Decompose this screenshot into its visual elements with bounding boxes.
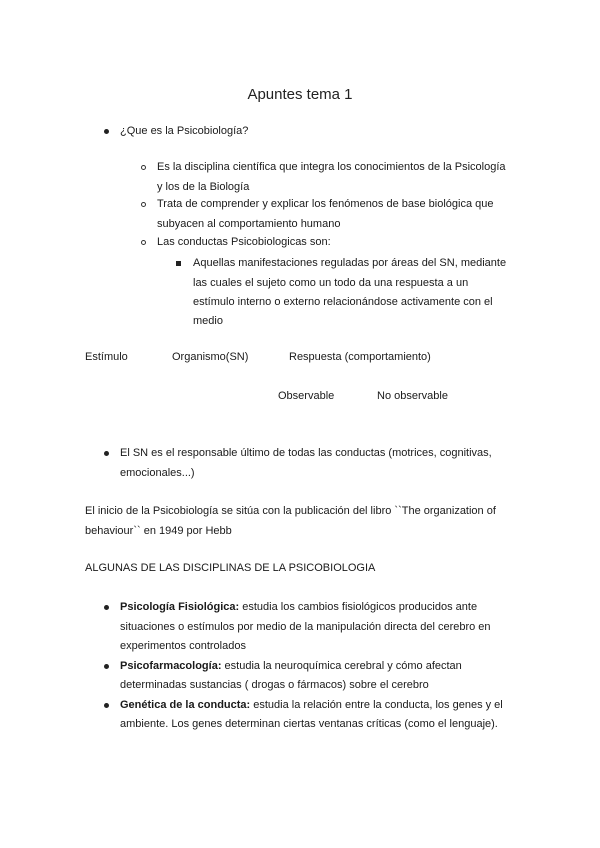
- disciplines-heading: ALGUNAS DE LAS DISCIPLINAS DE LA PSICOBIOLOGIA: [85, 562, 376, 574]
- discipline-1-line2: situaciones o estímulos por medio de la manipulación directa del cerebro en: [120, 621, 491, 633]
- observable-label: Observable: [278, 390, 335, 402]
- bullet-icon: [104, 605, 109, 610]
- bullet-icon: [104, 129, 109, 134]
- square-bullet-icon: [176, 261, 181, 266]
- subsub-line1: Aquellas manifestaciones reguladas por áreas del SN, mediante: [193, 257, 507, 269]
- sub-item-1-line2: y los de la Biología: [157, 181, 250, 193]
- discipline-2-line1: [120, 656, 462, 677]
- sub-item-1-line1: Es la disciplina científica que integra los conocimientos de la Psicología: [157, 161, 506, 173]
- bullet-icon: [104, 451, 109, 456]
- bullet-icon: [104, 664, 109, 669]
- sub-item-2-line2: subyacen al comportamiento humano: [157, 218, 341, 230]
- discipline-1-line1: [120, 597, 477, 618]
- discipline-1-term: Psicología Fisiológica:: [120, 601, 240, 613]
- discipline-3-line1: [120, 695, 503, 716]
- hollow-bullet-icon: [141, 202, 146, 207]
- subsub-line2: las cuales el sujeto como un todo da una respuesta a un: [193, 277, 469, 289]
- discipline-2-line2: determinadas sustancias ( drogas o fármacos) sobre el cerebro: [120, 679, 429, 691]
- stimulus-label: Estímulo: [85, 351, 128, 363]
- discipline-1-line3: experimentos controlados: [120, 640, 246, 652]
- subsub-line3: estímulo interno o externo relacionándose activamente con el: [193, 296, 493, 308]
- organism-label: Organismo(SN): [172, 351, 249, 363]
- discipline-2-term: Psicofarmacología:: [120, 660, 222, 672]
- discipline-2-desc: estudia la neuroquímica cerebral y cómo afectan: [221, 660, 462, 672]
- hollow-bullet-icon: [141, 240, 146, 245]
- sn-line1: El SN es el responsable último de todas las conductas (motrices, cognitivas,: [120, 447, 492, 459]
- sn-line2: emocionales...): [120, 467, 195, 479]
- subsub-line4: medio: [193, 315, 223, 327]
- response-label: Respuesta (comportamiento): [289, 351, 431, 363]
- question-text: ¿Que es la Psicobiología?: [120, 125, 249, 137]
- sub-item-2-line1: Trata de comprender y explicar los fenómenos de base biológica que: [157, 198, 494, 210]
- discipline-1-desc: estudia los cambios fisiológicos producidos ante: [239, 601, 478, 613]
- inicio-line1: El inicio de la Psicobiología se sitúa con la publicación del libro ``The organization of: [85, 505, 496, 517]
- inicio-line2: behaviour`` en 1949 por Hebb: [85, 525, 232, 537]
- discipline-3-line2: ambiente. Los genes determinan ciertas ventanas críticas (como el lenguaje).: [120, 718, 498, 730]
- hollow-bullet-icon: [141, 165, 146, 170]
- discipline-3-term: Genética de la conducta:: [120, 699, 251, 711]
- bullet-icon: [104, 703, 109, 708]
- discipline-3-desc: estudia la relación entre la conducta, los genes y el: [250, 699, 503, 711]
- page-title: Apuntes tema 1: [247, 86, 353, 103]
- sub-item-3-line1: Las conductas Psicobiologicas son:: [157, 236, 331, 248]
- not-observable-label: No observable: [377, 390, 448, 402]
